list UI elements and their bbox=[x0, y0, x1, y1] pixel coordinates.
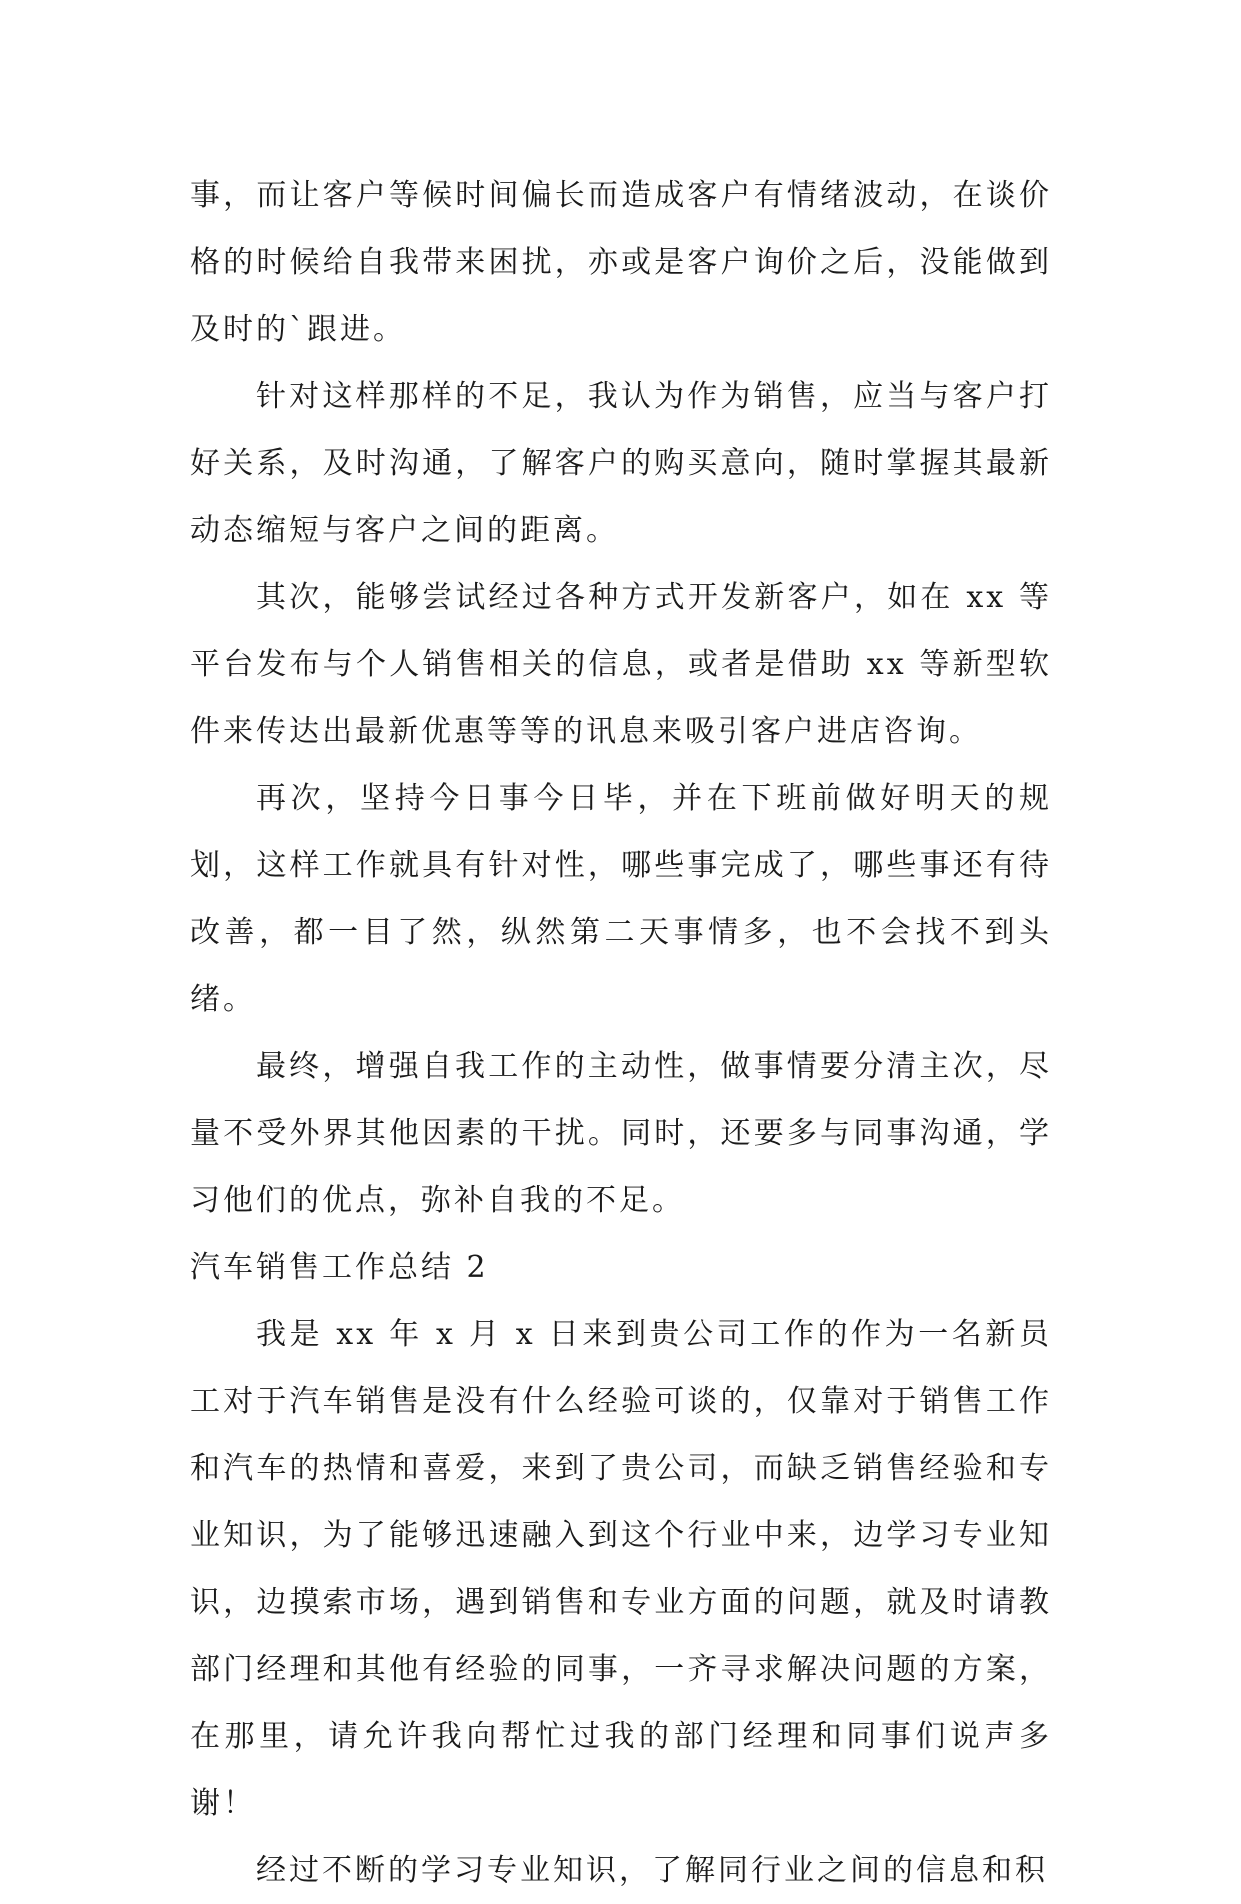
document-body bbox=[190, 162, 1052, 1904]
paragraph-continuation: 事，而让客户等候时间偏长而造成客户有情绪波动，在谈价格的时候给自我带来困扰，亦或是客户询价之后，没能做到及时的`跟进。 bbox=[190, 178, 1052, 347]
paragraph-second: 其次，能够尝试经过各种方式开发新客户，如在 xx 等平台发布与个人销售相关的信息，或者是借助 xx 等新型软件来传达出最新优惠等等的讯息来吸引客户进店咨询。 bbox=[190, 580, 1052, 749]
paragraph-learning: 经过不断的学习专业知识，了解同行业之间的信息和积 bbox=[256, 1853, 1048, 1888]
paragraph-shortcomings: 针对这样那样的不足，我认为作为销售，应当与客户打好关系，及时沟通，了解客户的购买意向，随时掌握其最新动态缩短与客户之间的距离。 bbox=[190, 379, 1052, 548]
paragraph-third: 再次，坚持今日事今日毕，并在下班前做好明天的规划，这样工作就具有针对性，哪些事完成了，哪些事还有待改善，都一目了然，纵然第二天事情多，也不会找不到头绪。 bbox=[190, 781, 1052, 1017]
paragraph-intro: 我是 xx 年 x 月 x 日来到贵公司工作的作为一名新员工对于汽车销售是没有什么经验可谈的，仅靠对于销售工作和汽车的热情和喜爱，来到了贵公司，而缺乏销售经验和专业知识，为了能够迅速融入到这个行业中来，边学习专业知识，边摸索市场，遇到销售和专业方面的问题，就及时请教部门经理和其他有经验的同事，一齐寻求解决问题的方案，在那里，请允许我向帮忙过我的部门经理和同事们说声多谢！ bbox=[190, 1317, 1052, 1821]
paragraph-final: 最终，增强自我工作的主动性，做事情要分清主次，尽量不受外界其他因素的干扰。同时，还要多与同事沟通，学习他们的优点，弥补自我的不足。 bbox=[190, 1049, 1052, 1218]
section-heading: 汽车销售工作总结 2 bbox=[190, 1250, 489, 1285]
